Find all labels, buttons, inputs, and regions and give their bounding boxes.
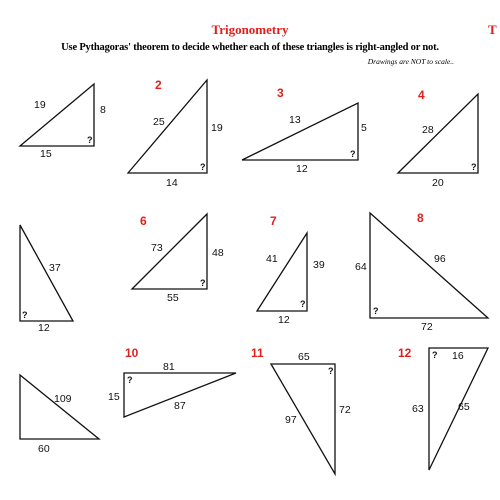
instructions: Use Pythagoras' theorem to decide whether each of these triangles is right-angled or not. [61,42,439,53]
triangle-5 [20,225,73,334]
triangle-12-right-angle-mark: ? [432,350,438,360]
triangle-2-shape [128,80,207,173]
triangle-11-right-angle-mark: ? [328,366,334,376]
triangle-11-side-c: 72 [339,404,351,416]
triangle-10-right-angle-mark: ? [127,375,133,385]
triangle-11-side-b: 97 [285,414,297,426]
triangle-2-side-c: 14 [166,177,178,189]
triangle-7-side-a: 41 [266,253,278,265]
triangle-5-side-a: 37 [49,262,61,274]
triangle-7-side-c: 12 [278,314,290,326]
triangle-2-number: 2 [155,78,162,92]
triangle-12-side-a: 16 [452,350,464,362]
triangle-5-right-angle-mark: ? [22,310,28,320]
triangle-4-side-a: 28 [422,124,434,136]
triangle-1-side-b: 8 [100,104,106,116]
triangle-12-side-c: 65 [458,401,470,413]
triangle-9 [20,375,99,455]
triangle-3 [242,86,367,175]
triangle-9-side-a: 109 [54,393,72,405]
triangle-6-right-angle-mark: ? [200,278,206,288]
triangle-5-side-b: 12 [38,322,50,334]
triangle-11-side-a: 65 [298,351,310,363]
triangle-11 [251,346,351,474]
triangle-7-side-b: 39 [313,259,325,271]
triangle-2-right-angle-mark: ? [200,162,206,172]
triangle-12-number: 12 [398,346,412,360]
triangle-2-side-b: 19 [211,122,223,134]
triangle-12-side-b: 63 [412,403,424,415]
triangle-11-number: 11 [251,346,264,360]
triangle-7-right-angle-mark: ? [300,299,306,309]
triangle-1-shape [20,84,94,146]
triangle-10-side-a: 81 [163,361,175,373]
triangle-6-number: 6 [140,214,147,228]
triangle-2-side-a: 25 [153,116,165,128]
triangle-2 [128,78,223,189]
triangle-8 [355,211,488,333]
triangle-4-side-b: 20 [432,177,444,189]
triangle-6 [132,214,224,304]
triangle-8-shape [370,213,488,318]
scale-note: Drawings are NOT to scale.. [367,57,454,66]
triangle-1-side-c: 15 [40,148,52,160]
triangle-1 [20,84,106,160]
triangle-8-number: 8 [417,211,424,225]
triangle-10-side-b: 15 [108,391,120,403]
triangle-8-side-a: 64 [355,261,367,273]
triangle-4-shape [398,94,478,173]
triangle-5-shape [20,225,73,321]
triangle-11-shape [271,364,335,474]
triangle-6-side-b: 48 [212,247,224,259]
triangle-3-right-angle-mark: ? [350,149,356,159]
triangle-3-side-b: 5 [361,122,367,134]
triangle-7 [257,214,325,326]
triangle-1-right-angle-mark: ? [87,135,93,145]
triangle-3-shape [242,103,358,160]
triangle-6-side-c: 55 [167,292,179,304]
triangle-12 [398,346,488,470]
triangle-4-number: 4 [418,88,425,102]
triangle-3-side-c: 12 [296,163,308,175]
triangle-8-right-angle-mark: ? [373,306,379,316]
triangle-9-side-b: 60 [38,443,50,455]
triangle-8-side-c: 72 [421,321,433,333]
triangle-4 [398,88,478,189]
triangle-3-side-a: 13 [289,114,301,126]
triangle-4-right-angle-mark: ? [471,162,477,172]
triangle-10 [108,346,236,417]
triangle-10-number: 10 [125,346,139,360]
triangle-8-side-b: 96 [434,253,446,265]
triangle-7-number: 7 [270,214,277,228]
triangle-1-side-a: 19 [34,99,46,111]
triangle-3-number: 3 [277,86,284,100]
next-page-title-fragment: T [488,22,497,37]
triangle-10-side-c: 87 [174,400,186,412]
page-title: Trigonometry [211,22,289,37]
triangle-6-side-a: 73 [151,242,163,254]
triangle-9-shape [20,375,99,439]
